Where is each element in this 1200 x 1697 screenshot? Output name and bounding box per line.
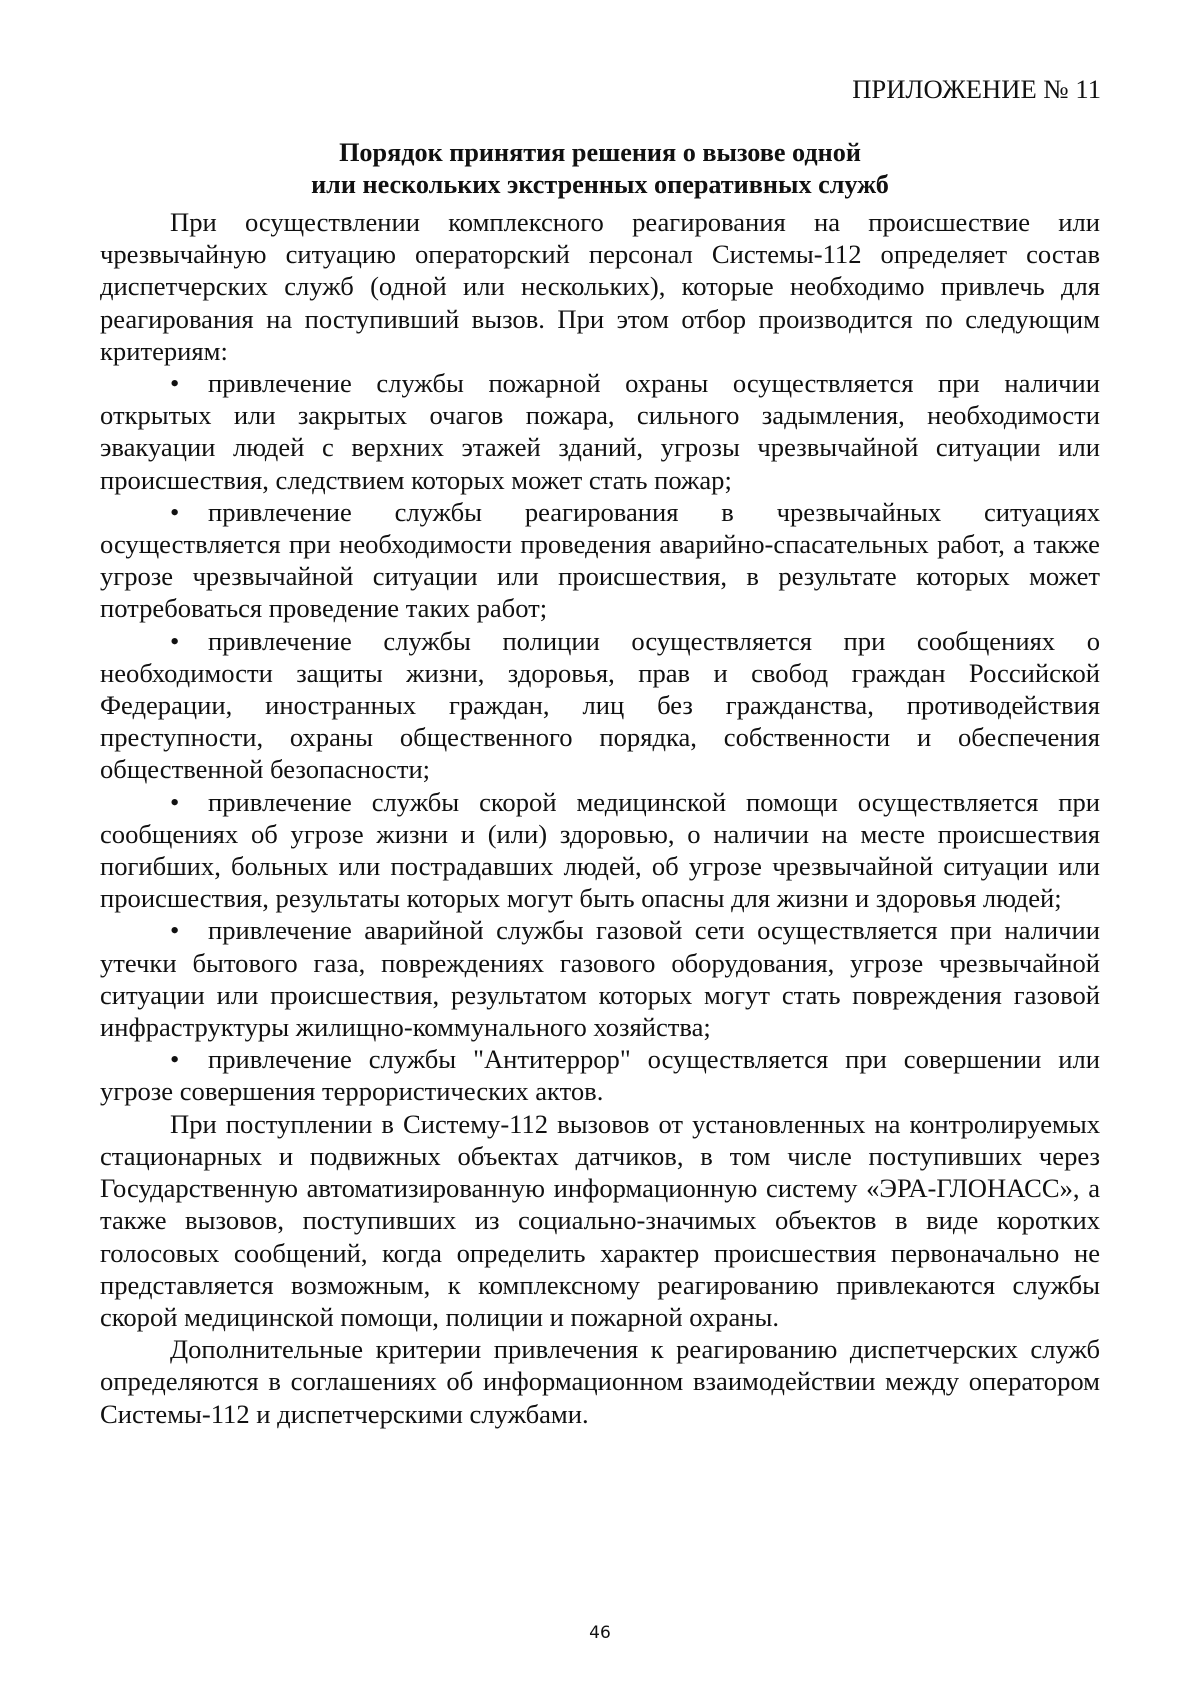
document-title — [100, 137, 1100, 201]
bullet-item-ambulance — [100, 786, 1100, 915]
bullet-text: привлечение службы "Антитеррор" осуществляется при совершении или угрозе совершения террористических актов. — [100, 1044, 1100, 1107]
bullet-item-antiterror — [100, 1043, 1100, 1107]
bullet-marker: • — [170, 368, 180, 399]
bullet-item-police — [100, 625, 1100, 786]
bullet-marker: • — [170, 496, 180, 527]
bullet-text: привлечение службы реагирования в чрезвычайных ситуациях осуществляется при необходимости проведения аварийно-спасательных работ, а также угрозе чрезвычайной ситуации или происшествия, в результате которых может потребоваться проведение таких работ; — [100, 496, 1100, 624]
bullet-marker: • — [170, 1044, 180, 1075]
appendix-label: ПРИЛОЖЕНИЕ № 11 — [852, 74, 1101, 104]
bullet-text: привлечение службы скорой медицинской помощи осуществляется при сообщениях об угрозе жизни и (или) здоровью, о наличии на месте происшествия погибших, больных или пострадавших людей, об угрозе чрезвычайной ситуации или происшествия, результаты которых могут быть опасны для жизни и здоровья людей; — [100, 786, 1100, 914]
additional-criteria-paragraph: Дополнительные критерии привлечения к реагированию диспетчерских служб определяются в соглашениях об информационном взаимодействии между оператором Системы-112 и диспетчерскими службами. — [100, 1334, 1100, 1429]
document-body — [100, 206, 1100, 1430]
intro-paragraph: При осуществлении комплексного реагирования на происшествие или чрезвычайную ситуацию операторский персонал Системы-112 определяет состав диспетчерских служб (одной или нескольких), которые необходимо привлечь для реагирования на поступивший вызов. При этом отбор производится по следующим критериям: — [100, 207, 1100, 366]
bullet-text: привлечение службы пожарной охраны осуществляется при наличии открытых или закрытых очагов пожара, сильного задымления, необходимости эвакуации людей с верхних этажей зданий, угрозы чрезвычайной ситуации или происшествия, следствием которых может стать пожар; — [100, 368, 1100, 495]
bullet-item-fire — [100, 367, 1100, 496]
title-line-2: или нескольких экстренных оперативных служб — [311, 170, 889, 199]
bullet-marker: • — [170, 915, 180, 946]
title-line-1: Порядок принятия решения о вызове одной — [339, 138, 861, 167]
bullet-marker: • — [170, 625, 180, 656]
page-number: 46 — [589, 1623, 611, 1643]
sensors-paragraph: При поступлении в Систему-112 вызовов от установленных на контролируемых стационарных и подвижных объектах датчиков, в том числе поступивших через Государственную автоматизированную информационную систему «ЭРА-ГЛОНАСС», а также вызовов, поступивших из социально-значимых объектов в виде коротких голосовых сообщений, когда определить характер происшествия первоначально не представляется возможным, к комплексному реагированию привлекаются службы скорой медицинской помощи, полиции и пожарной охраны. — [100, 1108, 1100, 1332]
bullet-text: привлечение службы полиции осуществляется при сообщениях о необходимости защиты жизни, здоровья, прав и свобод граждан Российской Федерации, иностранных граждан, лиц без гражданства, противодействия преступности, охраны общественного порядка, собственности и обеспечения общественной безопасности; — [100, 625, 1100, 785]
bullet-marker: • — [170, 786, 180, 817]
bullet-item-emergency — [100, 496, 1100, 625]
bullet-text: привлечение аварийной службы газовой сети осуществляется при наличии утечки бытового газа, повреждениях газового оборудования, угрозе чрезвычайной ситуации или происшествия, результатом которых могут стать повреждения газовой инфраструктуры жилищно-коммунального хозяйства; — [100, 915, 1100, 1043]
bullet-item-gas — [100, 914, 1100, 1043]
